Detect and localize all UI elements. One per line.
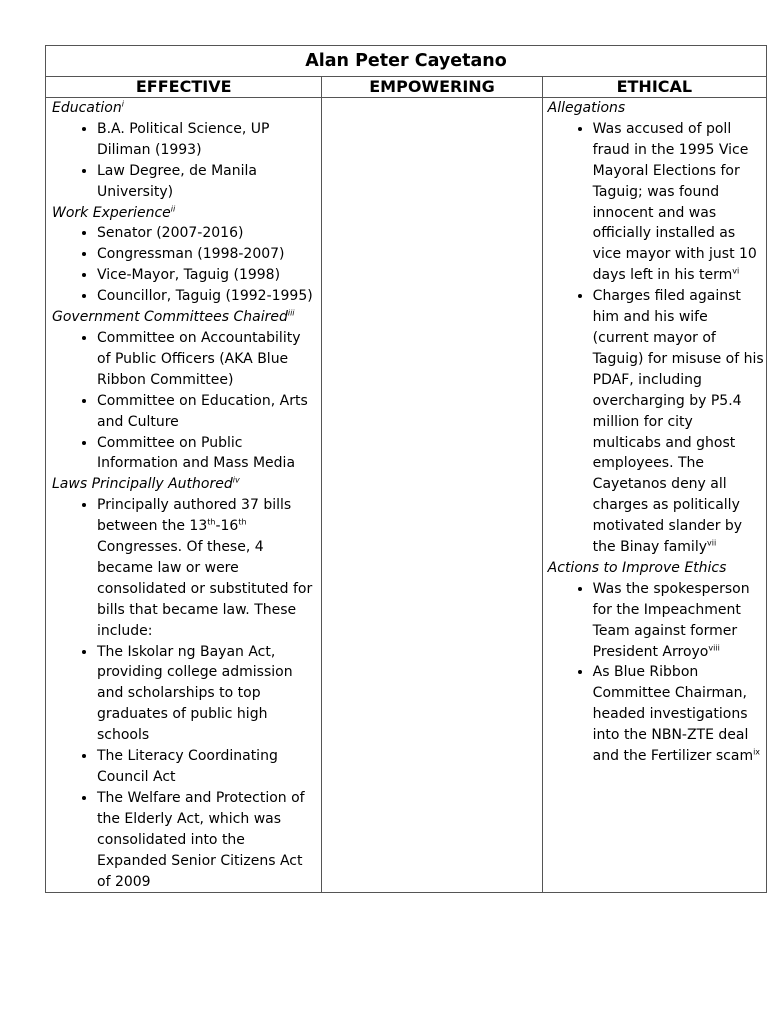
section-heading — [52, 307, 317, 328]
section-heading — [548, 558, 764, 579]
footnote-marker: iii — [287, 308, 295, 318]
bullet-list — [52, 119, 317, 203]
section-heading-text: Work Experience — [52, 204, 171, 221]
list-item — [97, 161, 317, 203]
section-heading-text: Actions to Improve Ethics — [547, 559, 727, 576]
bullet-list — [548, 119, 764, 558]
list-item-text: Vice-Mayor, Taguig (1998) — [97, 267, 281, 284]
list-item-text: -16 — [215, 518, 239, 535]
section-heading-text: Allegations — [547, 100, 626, 116]
list-item — [593, 286, 764, 558]
list-item-text: Committee on Education, Arts and Culture — [97, 392, 308, 430]
list-item — [97, 391, 317, 433]
section-heading-text: Laws Principally Authored — [52, 476, 233, 493]
profile-table — [45, 45, 767, 893]
list-item-text: Charges filed against him and his wife (current mayor of Taguig) for misuse of his PDAF, including overcharging by P5.4 million for city multicabs and ghost employees. The Cayetanos deny all charges as politically motivated slander by the Binay family — [592, 288, 764, 556]
list-item — [97, 788, 317, 893]
list-item — [97, 265, 317, 286]
section-heading — [548, 98, 764, 119]
header-empowering: EMPOWERING — [322, 77, 542, 98]
ethical-column — [542, 98, 766, 893]
bullet-list — [548, 579, 764, 767]
footnote-marker: ii — [170, 203, 176, 213]
footnote-marker: vii — [707, 538, 717, 548]
footnote-marker: iv — [232, 475, 240, 485]
list-item — [97, 328, 317, 391]
list-item — [593, 662, 764, 767]
header-ethical: ETHICAL — [542, 77, 766, 98]
list-item — [97, 746, 317, 788]
empowering-column — [322, 98, 542, 893]
bullet-list — [52, 328, 317, 474]
list-item-text: The Iskolar ng Bayan Act, providing college admission and scholarships to top graduates of public high schools — [97, 643, 293, 744]
list-item-text: The Welfare and Protection of the Elderly Act, which was consolidated into the Expanded Senior Citizens Act of 2009 — [97, 789, 305, 890]
bullet-list — [52, 495, 317, 892]
ordinal-suffix: th — [238, 517, 247, 527]
list-item-text: Committee on Accountability of Public Officers (AKA Blue Ribbon Committee) — [97, 329, 301, 388]
footnote-marker: vi — [732, 266, 740, 276]
list-item-text: Was the spokesperson for the Impeachment Team against former President Arroyo — [592, 580, 750, 660]
footnote-marker: i — [121, 99, 124, 109]
list-item — [593, 579, 764, 663]
section-heading — [52, 474, 317, 495]
list-item — [593, 119, 764, 286]
section-heading-text: Education — [52, 100, 122, 116]
document-title: Alan Peter Cayetano — [46, 46, 767, 77]
footnote-marker: viii — [708, 642, 720, 652]
list-item — [97, 119, 317, 161]
list-item — [97, 223, 317, 244]
list-item — [97, 495, 317, 641]
list-item-text: Was accused of poll fraud in the 1995 Vice Mayoral Elections for Taguig; was found innocent and was officially installed as vice mayor with just 10 days left in his term — [592, 120, 757, 284]
effective-column — [46, 98, 322, 893]
list-item — [97, 642, 317, 747]
ordinal-suffix: th — [207, 517, 216, 527]
list-item-text: B.A. Political Science, UP Diliman (1993) — [97, 120, 270, 158]
list-item — [97, 433, 317, 475]
list-item-text: Law Degree, de Manila University) — [97, 162, 257, 200]
list-item-text: Congresses. Of these, 4 became law or were consolidated or substituted for bills that became law. These include: — [97, 539, 313, 639]
list-item-text: Committee on Public Information and Mass Media — [97, 434, 296, 472]
footnote-marker: ix — [753, 747, 761, 757]
list-item-text: Senator (2007-2016) — [97, 225, 244, 242]
section-heading-text: Government Committees Chaired — [52, 309, 288, 326]
list-item-text: As Blue Ribbon Committee Chairman, headed investigations into the NBN-ZTE deal and the Fertilizer scam — [592, 664, 754, 765]
list-item-text: Congressman (1998-2007) — [97, 246, 285, 263]
list-item-text: Councillor, Taguig (1992-1995) — [97, 288, 313, 305]
list-item-text: Principally authored 37 bills between the 13 — [97, 497, 292, 535]
bullet-list — [52, 223, 317, 307]
section-heading — [52, 203, 317, 224]
list-item — [97, 244, 317, 265]
list-item-text: The Literacy Coordinating Council Act — [97, 748, 278, 785]
section-heading — [52, 98, 317, 119]
list-item — [97, 286, 317, 307]
header-effective: EFFECTIVE — [46, 77, 322, 98]
